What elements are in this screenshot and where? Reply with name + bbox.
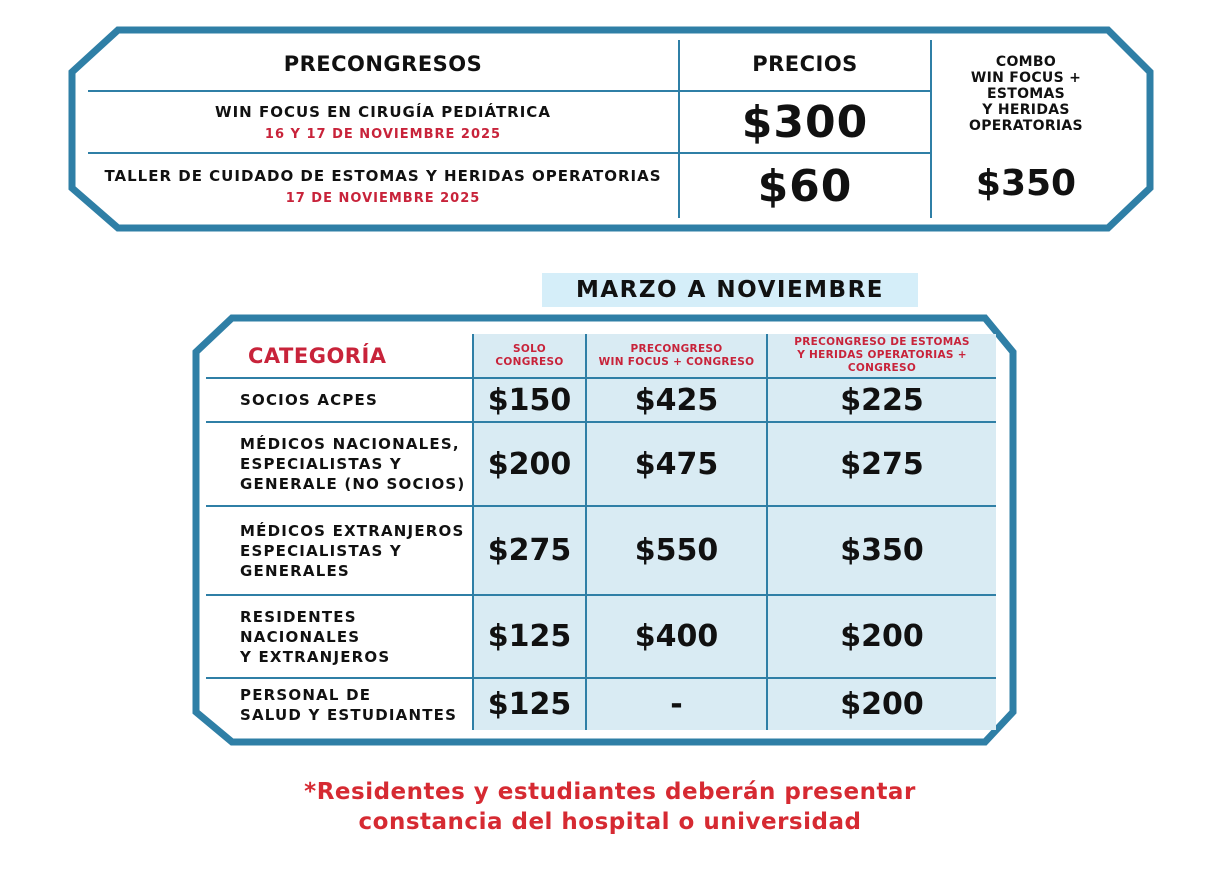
precongreso-row: [88, 92, 678, 152]
precongresos-header: PRECONGRESOS: [283, 52, 483, 76]
price-cell: $550: [634, 533, 719, 568]
combo-header-line: OPERATORIAS: [969, 118, 1083, 134]
category-label: [240, 507, 472, 594]
category-label-line: PERSONAL DE: [240, 685, 372, 704]
combo-header: [932, 52, 1120, 136]
column-header-line: SOLO: [513, 342, 546, 355]
precongreso-row: [88, 154, 678, 218]
precongresos-table: [88, 40, 1128, 220]
precios-header: PRECIOS: [752, 52, 858, 76]
precongreso-price: $60: [757, 160, 853, 212]
category-label-line: GENERALES: [240, 561, 350, 580]
category-label-line: SALUD Y ESTUDIANTES: [240, 705, 458, 724]
category-label-line: ESPECIALISTAS Y: [240, 455, 402, 473]
combo-header-line: ESTOMAS: [986, 86, 1066, 102]
category-label-line: NACIONALES: [240, 627, 361, 646]
category-label-line: MÉDICOS EXTRANJEROS: [240, 521, 465, 540]
category-label: [240, 423, 472, 505]
categoria-header: CATEGORÍA: [248, 343, 387, 368]
column-header: [587, 334, 766, 377]
price-cell: $150: [487, 382, 572, 418]
price-cell: $425: [634, 382, 719, 418]
price-cell: $275: [487, 533, 572, 568]
column-header-line: PRECONGRESO DE ESTOMAS: [794, 336, 970, 348]
column-header: [768, 334, 996, 377]
category-label-line: SOCIOS ACPES: [240, 391, 378, 409]
category-label-line: Y EXTRANJEROS: [240, 647, 391, 666]
footnote: [0, 777, 1220, 837]
precongreso-name: TALLER DE CUIDADO DE ESTOMAS Y HERIDAS OPERATORIAS: [104, 166, 662, 185]
column-header-line: CONGRESO: [495, 355, 564, 368]
price-cell: $125: [487, 619, 572, 654]
combo-price: $350: [975, 162, 1077, 204]
category-label-line: ESPECIALISTAS Y: [240, 541, 402, 560]
price-cell: $475: [634, 446, 719, 482]
precongreso-date: 17 DE NOVIEMBRE 2025: [285, 190, 481, 206]
price-cell: $400: [634, 619, 719, 654]
price-cell: $200: [487, 446, 572, 482]
combo-header-line: COMBO: [995, 54, 1057, 70]
price-cell: $225: [840, 382, 924, 418]
category-label-line: RESIDENTES: [240, 607, 357, 626]
category-label: [240, 596, 472, 677]
column-header-line: PRECONGRESO: [630, 342, 723, 355]
price-cell: $200: [840, 619, 924, 654]
combo-header-line: Y HERIDAS: [982, 102, 1070, 118]
footnote-line: constancia del hospital o universidad: [358, 809, 862, 835]
category-label-line: GENERALE (NO SOCIOS): [240, 475, 466, 493]
price-cell: -: [670, 687, 683, 722]
category-label: [240, 679, 472, 730]
period-label: MARZO A NOVIEMBRE: [542, 273, 918, 307]
price-cell: $125: [487, 687, 572, 722]
price-cell: $200: [840, 687, 924, 722]
price-cell: $275: [840, 446, 924, 482]
column-header-line: Y HERIDAS OPERATORIAS + CONGRESO: [797, 349, 967, 374]
column-header: [474, 334, 585, 377]
precongreso-price: $300: [741, 96, 869, 148]
categorias-table: [206, 330, 996, 730]
column-header-line: WIN FOCUS + CONGRESO: [598, 355, 755, 368]
category-label: [240, 379, 472, 421]
precongreso-date: 16 Y 17 DE NOVIEMBRE 2025: [264, 126, 502, 142]
combo-header-line: WIN FOCUS +: [970, 70, 1082, 86]
precongreso-name: WIN FOCUS EN CIRUGÍA PEDIÁTRICA: [215, 102, 551, 121]
category-label-line: MÉDICOS NACIONALES,: [240, 435, 460, 453]
footnote-line: *Residentes y estudiantes deberán presentar: [304, 779, 916, 805]
price-cell: $350: [840, 533, 924, 568]
